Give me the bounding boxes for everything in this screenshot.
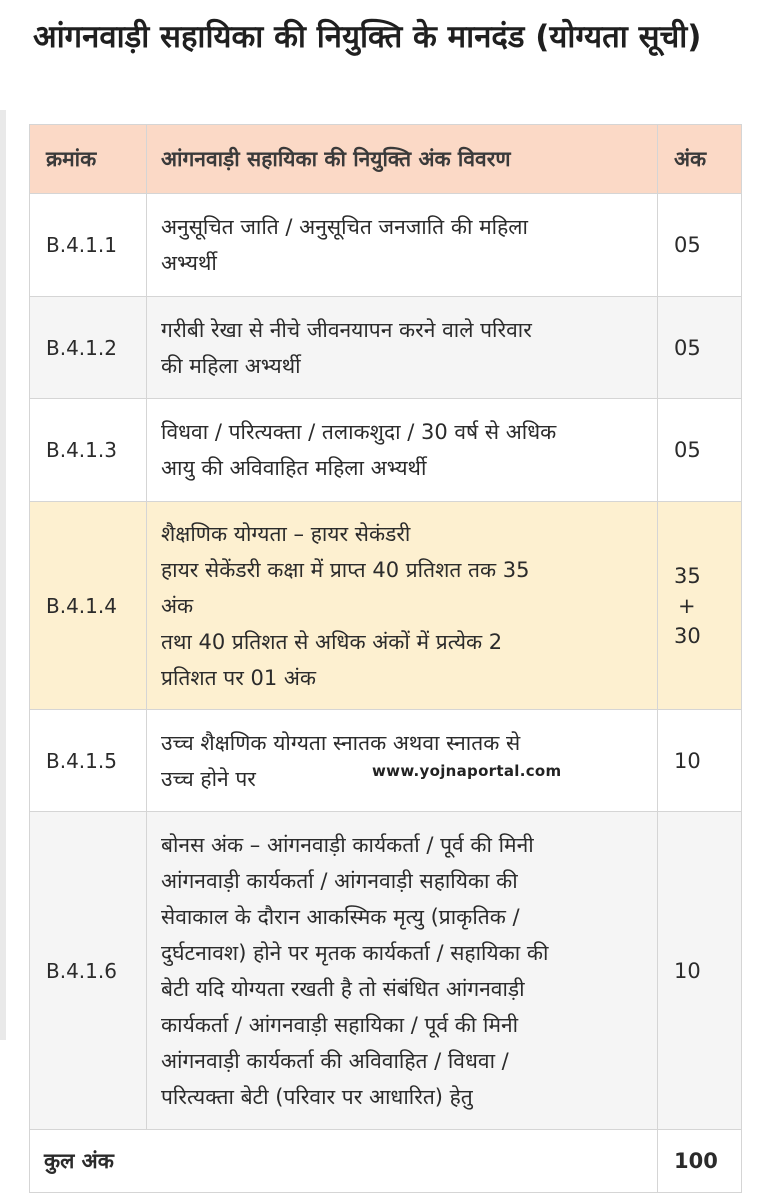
description-line: गरीबी रेखा से नीचे जीवनयापन करने वाले परिवार — [161, 317, 532, 342]
description-line: बेटी यदि योग्यता रखती है तो संबंधित आंगनवाड़ी — [161, 976, 525, 1001]
row-code: B.4.1.1 — [30, 194, 147, 297]
description-line: आयु की अविवाहित महिला अभ्यर्थी — [161, 456, 427, 480]
total-marks: 100 — [658, 1130, 742, 1193]
table-row — [30, 502, 742, 710]
row-description — [147, 194, 658, 297]
description-line: प्रतिशत पर 01 अंक — [161, 665, 317, 690]
row-marks: 05 — [658, 194, 742, 297]
row-code: B.4.1.4 — [30, 502, 147, 710]
marks-line: 35 — [674, 563, 701, 588]
watermark-url: www.yojnaportal.com — [372, 762, 562, 780]
row-code: B.4.1.5 — [30, 710, 147, 812]
description-line: अनुसूचित जाति / अनुसूचित जनजाति की महिला — [161, 215, 528, 239]
row-description — [147, 399, 658, 502]
description-line: परित्यक्ता बेटी (परिवार पर आधारित) हेतु — [161, 1084, 473, 1109]
description-line: आंगनवाड़ी कार्यकर्ता / आंगनवाड़ी सहायिका की — [161, 868, 518, 893]
description-line: बोनस अंक – आंगनवाड़ी कार्यकर्ता / पूर्व की मिनी — [161, 832, 534, 857]
left-edge-strip — [0, 110, 6, 1040]
merit-table — [29, 124, 742, 1193]
header-marks: अंक — [658, 125, 742, 194]
row-description — [147, 812, 658, 1130]
marks-line: 30 — [674, 623, 701, 648]
description-line: कार्यकर्ता / आंगनवाड़ी सहायिका / पूर्व की मिनी — [161, 1012, 519, 1037]
row-marks — [658, 502, 742, 710]
row-marks: 10 — [658, 812, 742, 1130]
marks-line: + — [678, 593, 696, 618]
table-row — [30, 710, 742, 812]
table-row — [30, 812, 742, 1130]
row-code: B.4.1.3 — [30, 399, 147, 502]
header-serial: क्रमांक — [30, 125, 147, 194]
description-line: तथा 40 प्रतिशत से अधिक अंकों में प्रत्येक 2 — [161, 629, 503, 654]
description-line: उच्च होने पर — [161, 766, 256, 791]
description-line: हायर सेकेंडरी कक्षा में प्राप्त 40 प्रतिशत तक 35 — [161, 557, 530, 582]
table-header-row — [30, 125, 742, 194]
description-line: दुर्घटनावश) होने पर मृतक कार्यकर्ता / सहायिका की — [161, 940, 549, 965]
row-code: B.4.1.6 — [30, 812, 147, 1130]
row-marks: 05 — [658, 297, 742, 399]
row-code: B.4.1.2 — [30, 297, 147, 399]
page-title: आंगनवाड़ी सहायिका की नियुक्ति के मानदंड (योग्यता सूची) — [33, 19, 702, 55]
row-marks: 10 — [658, 710, 742, 812]
description-line: सेवाकाल के दौरान आकस्मिक मृत्यु (प्राकृतिक / — [161, 904, 520, 929]
row-description — [147, 710, 658, 812]
description-line: की महिला अभ्यर्थी — [161, 353, 301, 378]
table-row — [30, 297, 742, 399]
row-description — [147, 502, 658, 710]
description-line: शैक्षणिक योग्यता – हायर सेकंडरी — [161, 521, 411, 546]
row-description — [147, 297, 658, 399]
header-description: आंगनवाड़ी सहायिका की नियुक्ति अंक विवरण — [147, 125, 658, 194]
table-row — [30, 399, 742, 502]
description-line: अंक — [161, 593, 194, 618]
description-line: अभ्यर्थी — [161, 251, 217, 275]
total-label: कुल अंक — [30, 1130, 658, 1193]
row-marks: 05 — [658, 399, 742, 502]
description-line: विधवा / परित्यक्ता / तलाकशुदा / 30 वर्ष से अधिक — [161, 420, 557, 444]
total-row — [30, 1130, 742, 1193]
description-line: आंगनवाड़ी कार्यकर्ता की अविवाहित / विधवा / — [161, 1048, 509, 1073]
description-line: उच्च शैक्षणिक योग्यता स्नातक अथवा स्नातक से — [161, 730, 521, 755]
table-row — [30, 194, 742, 297]
